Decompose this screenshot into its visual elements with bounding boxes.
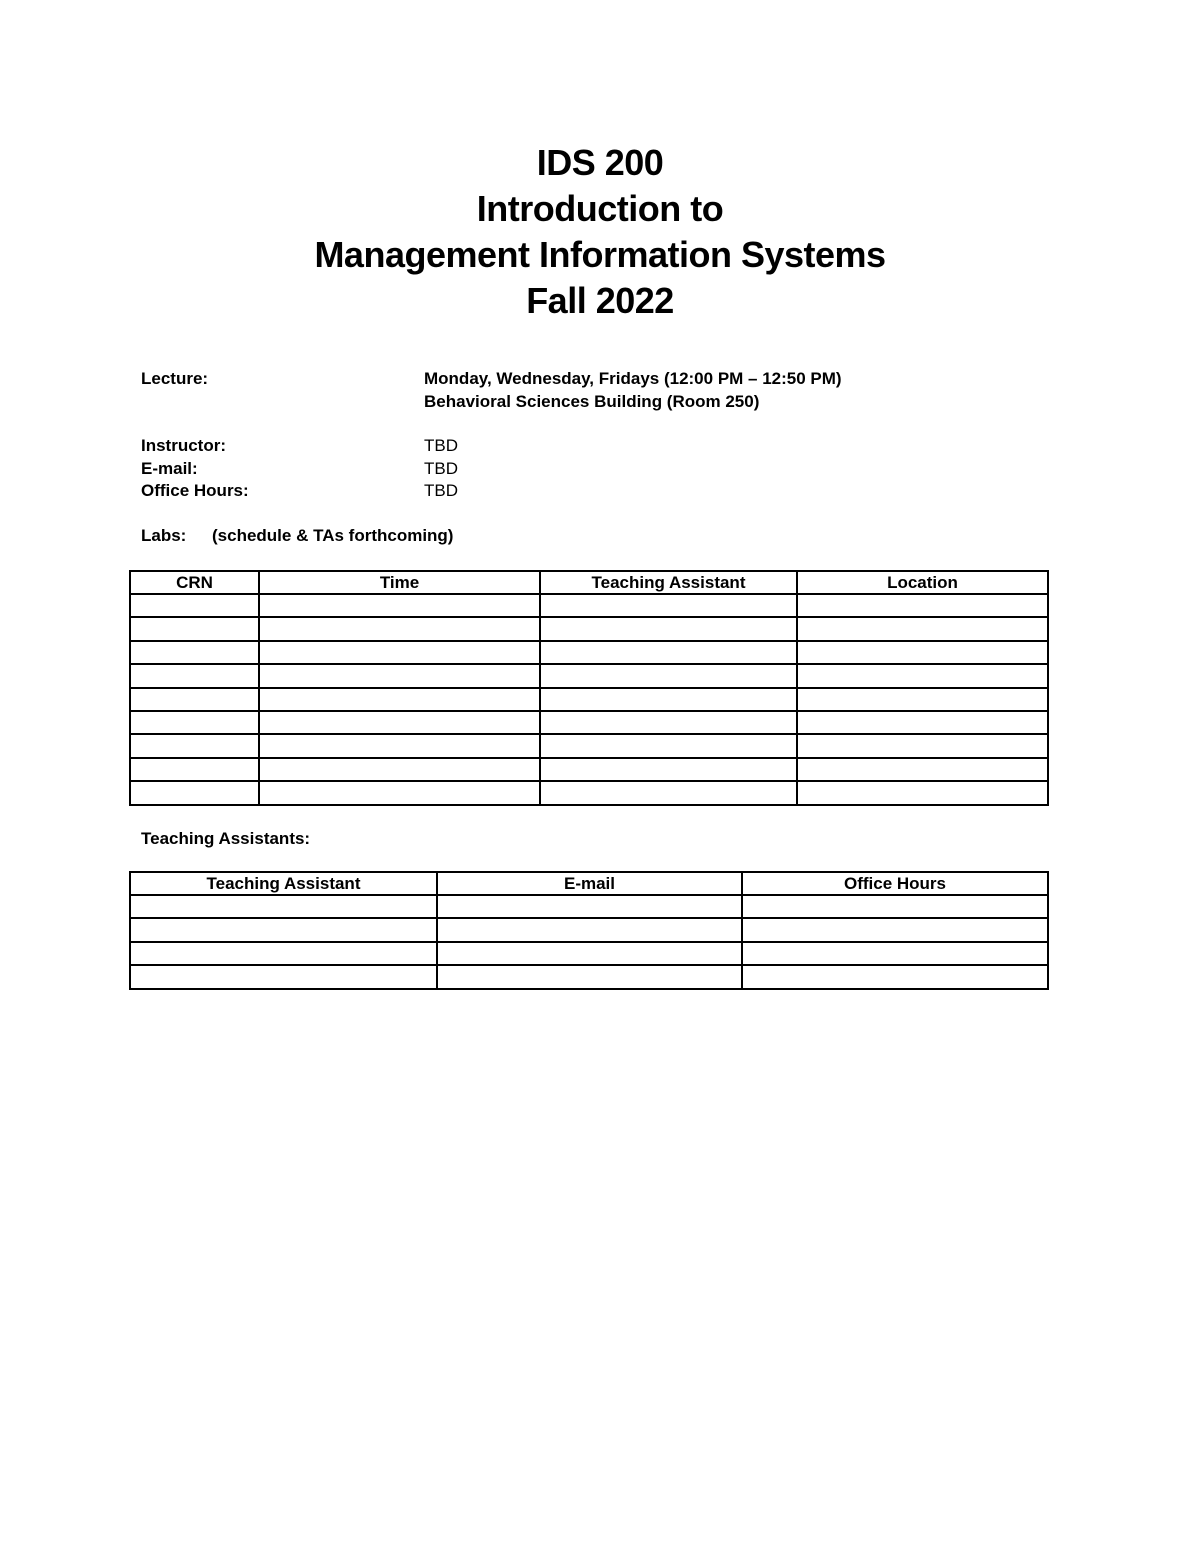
course-info — [0, 368, 1200, 568]
header-location: Location — [797, 571, 1048, 594]
table-cell — [540, 688, 797, 711]
header-office-hours: Office Hours — [742, 872, 1048, 895]
table-row — [130, 711, 1048, 734]
table-cell — [797, 688, 1048, 711]
instructor-value: TBD — [424, 436, 458, 455]
table-row — [130, 641, 1048, 664]
table-cell — [130, 781, 259, 804]
table-cell — [797, 711, 1048, 734]
header-crn: CRN — [130, 571, 259, 594]
table-cell — [130, 641, 259, 664]
table-cell — [797, 734, 1048, 757]
table-cell — [437, 965, 742, 988]
table-row — [130, 895, 1048, 918]
table-cell — [797, 594, 1048, 617]
table-row — [130, 688, 1048, 711]
table-row — [130, 758, 1048, 781]
table-cell — [130, 711, 259, 734]
table-header-row — [130, 872, 1048, 895]
table-row — [130, 965, 1048, 988]
table-cell — [130, 617, 259, 640]
course-name-line1: Introduction to — [476, 188, 724, 229]
lecture-location: Behavioral Sciences Building (Room 250) — [424, 391, 760, 411]
header-email: E-mail — [437, 872, 742, 895]
table-cell — [130, 688, 259, 711]
table-header-row — [130, 571, 1048, 594]
table-cell — [259, 711, 540, 734]
table-cell — [130, 758, 259, 781]
table-cell — [797, 641, 1048, 664]
table-cell — [540, 734, 797, 757]
table-cell — [540, 664, 797, 687]
table-row — [130, 918, 1048, 941]
table-row — [130, 942, 1048, 965]
table-cell — [259, 758, 540, 781]
table-cell — [259, 688, 540, 711]
instructor-label: Instructor: — [141, 436, 226, 455]
table-cell — [797, 781, 1048, 804]
table-cell — [259, 734, 540, 757]
document-title — [0, 140, 1200, 324]
table-cell — [259, 781, 540, 804]
course-name-line2: Management Information Systems — [314, 234, 886, 275]
table-cell — [130, 734, 259, 757]
table-cell — [130, 594, 259, 617]
table-cell — [437, 942, 742, 965]
ta-section-label: Teaching Assistants: — [141, 829, 311, 848]
lecture-label: Lecture: — [141, 369, 209, 388]
table-cell — [130, 664, 259, 687]
table-cell — [797, 664, 1048, 687]
table-cell — [259, 664, 540, 687]
table-cell — [742, 918, 1048, 941]
table-cell — [540, 641, 797, 664]
table-cell — [540, 781, 797, 804]
table-cell — [259, 594, 540, 617]
office-hours-label: Office Hours: — [141, 481, 249, 500]
course-code: IDS 200 — [536, 142, 664, 183]
ta-table — [129, 871, 1049, 990]
table-cell — [742, 965, 1048, 988]
labs-note: (schedule & TAs forthcoming) — [212, 526, 454, 545]
table-cell — [540, 594, 797, 617]
email-value: TBD — [424, 458, 458, 478]
table-row — [130, 781, 1048, 804]
header-teaching-assistant: Teaching Assistant — [540, 571, 797, 594]
table-row — [130, 734, 1048, 757]
table-row — [130, 594, 1048, 617]
header-teaching-assistant: Teaching Assistant — [130, 872, 437, 895]
table-cell — [540, 758, 797, 781]
table-cell — [437, 918, 742, 941]
table-cell — [130, 942, 437, 965]
table-cell — [742, 942, 1048, 965]
office-hours-value: TBD — [424, 481, 458, 500]
table-cell — [130, 895, 437, 918]
table-cell — [540, 711, 797, 734]
table-cell — [259, 641, 540, 664]
header-time: Time — [259, 571, 540, 594]
course-term: Fall 2022 — [526, 280, 674, 321]
labs-table — [129, 570, 1049, 806]
table-cell — [259, 617, 540, 640]
table-row — [130, 617, 1048, 640]
lecture-time: Monday, Wednesday, Fridays (12:00 PM – 12:50 PM) — [424, 369, 842, 388]
labs-label: Labs: — [141, 526, 187, 545]
table-row — [130, 664, 1048, 687]
email-label: E-mail: — [141, 458, 198, 478]
table-cell — [540, 617, 797, 640]
table-cell — [437, 895, 742, 918]
table-cell — [130, 965, 437, 988]
table-cell — [130, 918, 437, 941]
table-cell — [742, 895, 1048, 918]
table-cell — [797, 617, 1048, 640]
table-cell — [797, 758, 1048, 781]
